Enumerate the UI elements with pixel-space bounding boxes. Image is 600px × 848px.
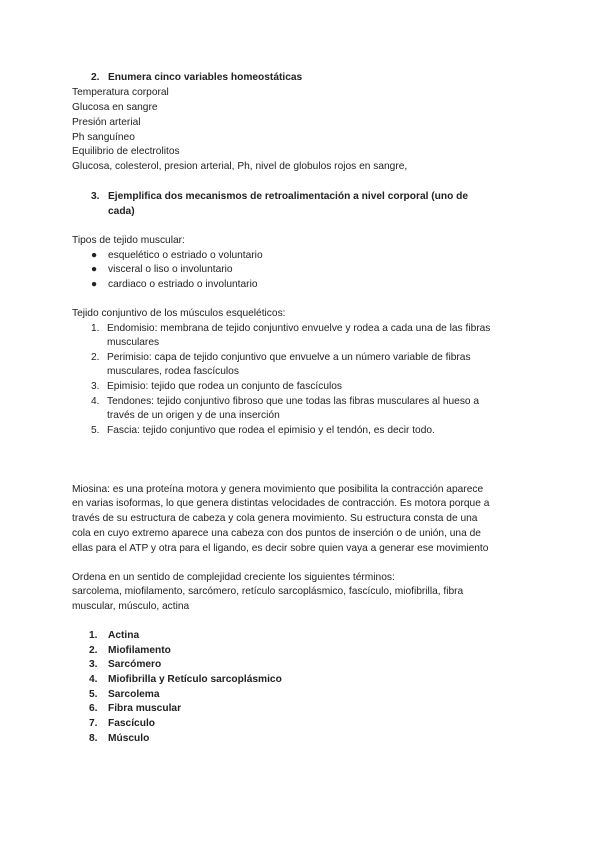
connective-item-text: Epimisio: tejido que rodea un conjunto de fascículos xyxy=(107,381,343,392)
q2-answer: Presión arterial xyxy=(72,117,141,128)
ordered-item-text: Miofibrilla y Retículo sarcoplásmico xyxy=(108,674,282,685)
bullet-icon: ● xyxy=(91,264,98,275)
ordered-item-text: Sarcolema xyxy=(108,689,160,700)
connective-item-text-cont: musculares, rodea fascículos xyxy=(107,366,239,377)
connective-item-text: Tendones: tejido conjuntivo fibroso que une todas las fibras musculares al hueso a xyxy=(107,396,480,407)
q3-title-cont: cada) xyxy=(108,206,135,217)
miosina-paragraph-line: través de su estructura de cabeza y cola genera movimiento. Su estructura consta de una xyxy=(72,513,478,524)
connective-heading: Tejido conjuntivo de los músculos esqueléticos: xyxy=(72,308,286,319)
q3-title: Ejemplifica dos mecanismos de retroalimentación a nivel corporal (uno de xyxy=(108,191,469,202)
ordered-item-text: Miofilamento xyxy=(108,645,171,656)
q3-number: 3. xyxy=(91,191,100,202)
connective-item-number: 3. xyxy=(91,381,100,392)
q2-answer: Temperatura corporal xyxy=(72,87,169,98)
q2-answer: Ph sanguíneo xyxy=(72,132,135,143)
ordena-instruction: Ordena en un sentido de complejidad creciente los siguientes términos: xyxy=(72,572,395,583)
q2-answer: Glucosa en sangre xyxy=(72,102,158,113)
ordered-item-number: 8. xyxy=(89,733,98,744)
bullet-icon: ● xyxy=(91,279,98,290)
muscle-type-item: visceral o liso o involuntario xyxy=(108,264,233,275)
ordered-item-text: Fascículo xyxy=(108,718,155,729)
q2-number: 2. xyxy=(91,72,100,83)
connective-item-text: Endomisio: membrana de tejido conjuntivo envuelve y rodea a cada una de las fibras xyxy=(107,323,491,334)
miosina-paragraph-line: ellas para el ATP y otra para el ligando, es decir sobre quien vaya a generar ese movimiento xyxy=(72,543,489,554)
ordered-item-text: Músculo xyxy=(108,733,150,744)
connective-item-number: 4. xyxy=(91,396,100,407)
connective-item-number: 2. xyxy=(91,352,100,363)
ordered-item-number: 6. xyxy=(89,703,98,714)
bullet-icon: ● xyxy=(91,250,98,261)
connective-item-text-cont: través de un origen y de una inserción xyxy=(107,410,280,421)
ordena-terms: sarcolema, miofilamento, sarcómero, retículo sarcoplásmico, fascículo, miofibrilla, fibra xyxy=(72,586,464,597)
ordered-item-number: 1. xyxy=(89,630,98,641)
ordered-item-text: Fibra muscular xyxy=(108,703,182,714)
ordered-item-number: 5. xyxy=(89,689,98,700)
ordered-item-number: 2. xyxy=(89,645,98,656)
q2-answer: Glucosa, colesterol, presion arterial, Ph, nivel de globulos rojos en sangre, xyxy=(72,161,408,172)
miosina-paragraph-line: en varias isoformas, lo que genera distintas velocidades de contracción. Es motora porque a xyxy=(72,498,490,509)
miosina-paragraph-line: cola en cuyo extremo aparece una cabeza con dos puntos de inserción o de unión, una de xyxy=(72,528,481,539)
ordered-item-number: 4. xyxy=(89,674,98,685)
connective-item-number: 1. xyxy=(91,323,100,334)
ordered-item-number: 3. xyxy=(89,659,98,670)
connective-item-text: Fascia: tejido conjuntivo que rodea el epimisio y el tendón, es decir todo. xyxy=(107,425,435,436)
q2-answer: Equilibrio de electrolitos xyxy=(72,146,180,157)
connective-item-number: 5. xyxy=(91,425,100,436)
ordered-item-text: Actina xyxy=(108,630,140,641)
connective-item-text: Perimisio: capa de tejido conjuntivo que envuelve a un número variable de fibras xyxy=(107,352,471,363)
ordered-item-number: 7. xyxy=(89,718,98,729)
muscle-types-heading: Tipos de tejido muscular: xyxy=(72,235,185,246)
connective-item-text-cont: musculares xyxy=(107,337,160,348)
muscle-type-item: esquelético o estriado o voluntario xyxy=(108,250,263,261)
miosina-paragraph-line: Miosina: es una proteína motora y genera movimiento que posibilita la contracción aparece xyxy=(72,484,484,495)
muscle-type-item: cardiaco o estriado o involuntario xyxy=(108,279,258,290)
ordena-terms-cont: muscular, músculo, actina xyxy=(72,601,190,612)
q2-title: Enumera cinco variables homeostáticas xyxy=(108,72,303,83)
ordered-item-text: Sarcómero xyxy=(108,659,162,670)
